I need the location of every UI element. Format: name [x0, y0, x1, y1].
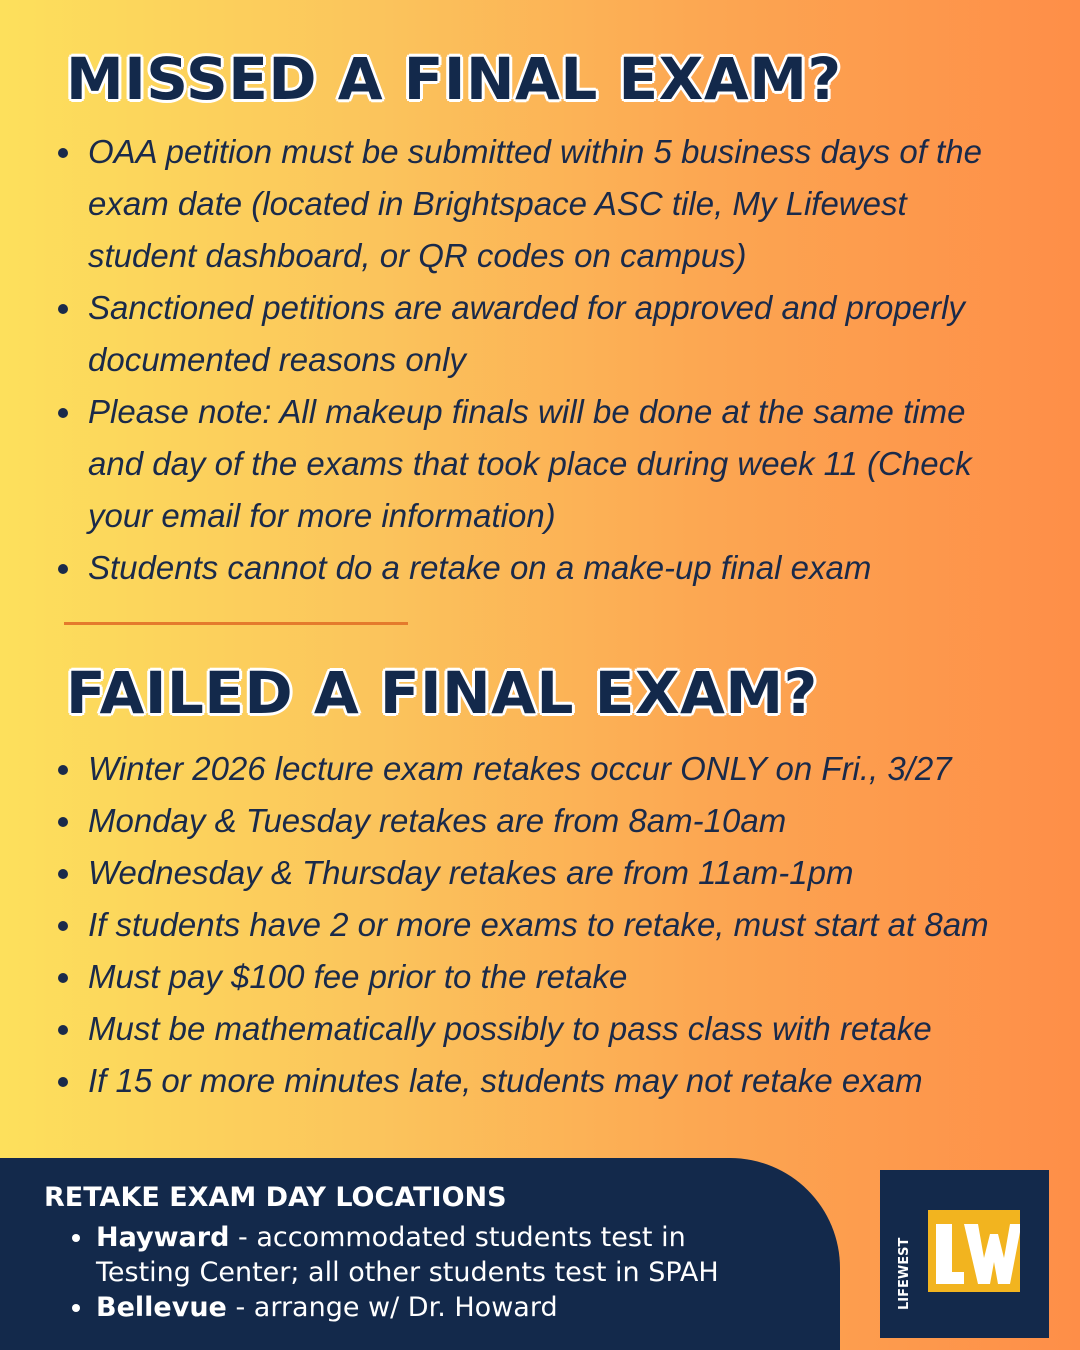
list-item — [50, 542, 1060, 594]
list-item-line: documented reasons only — [88, 341, 466, 378]
location-detail: - accommodated students test in — [229, 1222, 686, 1253]
list-item: If 15 or more minutes late, students may not retake exam — [50, 1055, 1060, 1107]
list-item: Must pay $100 fee prior to the retake — [50, 951, 1060, 1003]
list-item: Monday & Tuesday retakes are from 8am-10am — [50, 795, 1060, 847]
list-item: Winter 2026 lecture exam retakes occur ONLY on Fri., 3/27 — [50, 743, 1060, 795]
list-item-line: Please note: All makeup finals will be done at the same time — [88, 393, 966, 430]
list-item-line: OAA petition must be submitted within 5 business days of the — [88, 133, 982, 170]
list-item: If students have 2 or more exams to retake, must start at 8am — [50, 899, 1060, 951]
list-item-line: your email for more information) — [88, 497, 556, 534]
list-item: Must be mathematically possibly to pass class with retake — [50, 1003, 1060, 1055]
missed-exam-heading: MISSED A FINAL EXAM? — [66, 45, 842, 113]
list-item-line: exam date (located in Brightspace ASC tile, My Lifewest — [88, 185, 907, 222]
retake-locations-title: RETAKE EXAM DAY LOCATIONS — [44, 1182, 507, 1213]
location-detail: - arrange w/ Dr. Howard — [226, 1292, 558, 1323]
logo-wordmark — [890, 1206, 916, 1310]
missed-exam-list — [50, 126, 1060, 594]
failed-exam-heading: FAILED A FINAL EXAM? — [66, 659, 818, 727]
location-detail: Testing Center; all other students test in SPAH — [96, 1257, 719, 1288]
section-divider — [64, 622, 408, 625]
location-name: Hayward — [96, 1222, 230, 1253]
list-item-line: Students cannot do a retake on a make-up final exam — [88, 549, 872, 586]
retake-locations-list — [70, 1220, 810, 1325]
location-item-hayward — [70, 1220, 810, 1290]
location-name: Bellevue — [96, 1292, 227, 1323]
lifewest-logo — [880, 1170, 1049, 1338]
list-item: Wednesday & Thursday retakes are from 11am-1pm — [50, 847, 1060, 899]
lw-mark-icon — [928, 1210, 1020, 1292]
list-item-line: Sanctioned petitions are awarded for approved and properly — [88, 289, 965, 326]
retake-locations-panel — [0, 1158, 840, 1350]
location-item-bellevue — [70, 1290, 810, 1325]
list-item-line: and day of the exams that took place during week 11 (Check — [88, 445, 972, 482]
list-item — [50, 386, 1060, 542]
logo-wordmark-text: LIFEWEST — [897, 1237, 912, 1310]
failed-exam-list — [50, 743, 1060, 1107]
list-item-line: student dashboard, or QR codes on campus) — [88, 237, 747, 274]
list-item — [50, 126, 1060, 282]
list-item — [50, 282, 1060, 386]
